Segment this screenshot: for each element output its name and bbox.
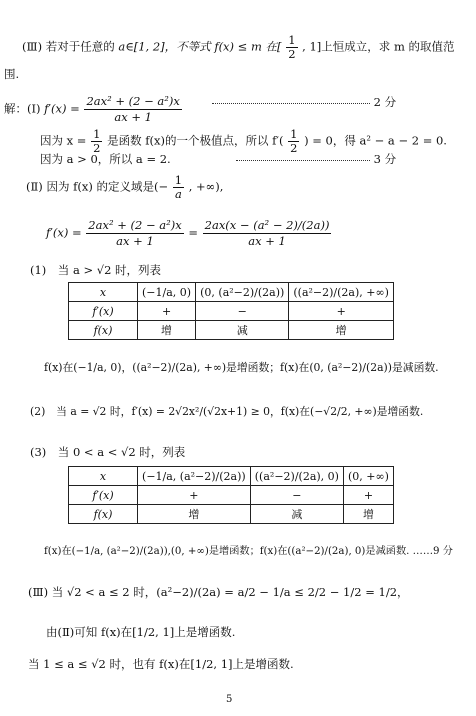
fraction-half: $\frac{1}{2}$: [290, 127, 298, 155]
dotted-leader: [236, 160, 370, 161]
table-cell: 减: [250, 505, 343, 524]
table-cell: 增: [289, 321, 394, 340]
conclude-a-line: 因为 a > 0，所以 a = 2.: [40, 152, 171, 166]
page-number: 5: [226, 694, 233, 705]
score-9: ……9 分: [412, 546, 453, 557]
solution-label: 解：(Ⅰ): [4, 101, 41, 116]
part3-line1: (Ⅲ) 当 √2 < a ≤ 2 时，(a²−2)/(2a) = a/2 − 1/a ≤ 2/2 − 1/2 = 1/2，: [28, 585, 409, 599]
fraction-one-over-a: $\frac{1}{a}$: [174, 173, 183, 201]
fp-fraction-1: $\frac{\text{2ax² + (2 − a²)x}}{ax + 1}$: [88, 218, 182, 248]
table-cell: +: [138, 302, 196, 321]
extreme-pre: 因为 x =: [40, 133, 87, 148]
table-cell: +: [138, 486, 251, 505]
case3-title: (3) 当 0 < a < √2 时，列表: [30, 445, 186, 459]
table-cell: (0, (a²−2)/(2a)): [196, 283, 289, 302]
table-cell: ((a²−2)/(2a), 0): [250, 467, 343, 486]
table-cell: +: [289, 302, 394, 321]
table-cell: x: [69, 467, 138, 486]
table-cell: 增: [343, 505, 393, 524]
score-2: 2 分: [373, 95, 397, 109]
table-row: [69, 321, 394, 340]
case3-summary-text: f(x)在(−1/a, (a²−2)/(2a)),(0, +∞)是增函数；f(x)在((a²−2)/(2a), 0)是减函数.: [44, 546, 410, 557]
table-cell: −: [250, 486, 343, 505]
score-3: 3 分: [373, 152, 397, 166]
fp-fraction-2: $\frac{\text{2ax(x − (a² − 2)/(2a))}}{ax + 1}$: [204, 218, 330, 248]
case1-title: (1) 当 a > √2 时，列表: [30, 263, 162, 277]
case3-summary: [44, 544, 453, 560]
part3-line2: 由(Ⅱ)可知 f(x)在[1/2, 1]上是增函数.: [46, 625, 236, 639]
fraction-half: $\frac{1}{2}$: [288, 33, 296, 61]
derivative-fraction: $\frac{\text{2ax² + (2 − a²)x}}{ax + 1}$: [86, 94, 180, 124]
table-cell: 增: [138, 505, 251, 524]
domain-line: [26, 174, 223, 201]
solution-part1-derivative: [4, 94, 183, 125]
table-row: [69, 302, 394, 321]
table-cell: x: [69, 283, 138, 302]
case1-summary: f(x)在(−1/a, 0)，((a²−2)/(2a), +∞)是增函数；f(x)在(0, (a²−2)/(2a))是减函数.: [44, 361, 439, 374]
table-row: [69, 505, 394, 524]
table-row: [69, 283, 394, 302]
table-cell: f′(x): [69, 486, 138, 505]
case1-table: [68, 282, 394, 340]
part3-line3: 当 1 ≤ a ≤ √2 时，也有 f(x)在[1/2, 1]上是增函数.: [28, 657, 294, 671]
derivative-factored: f′(x) = $\frac{\text{2ax² + (2 − a²)x}}{ax + 1}$ = $\frac{\text{2ax(x − (a² − 2)/(2a))}}{ax + 1}$: [46, 218, 330, 248]
problem-condition: a∈[1, 2]，不等式 f(x) ≤ m 在[: [118, 39, 282, 54]
table-cell: −: [196, 302, 289, 321]
table-cell: (−1/a, (a²−2)/(2a)): [138, 467, 251, 486]
table-cell: 减: [196, 321, 289, 340]
domain-pre: (Ⅱ) 因为 f(x) 的定义域是(−: [26, 179, 169, 194]
table-cell: +: [343, 486, 393, 505]
problem-text: (Ⅲ) 若对于任意的: [22, 39, 115, 54]
table-cell: f(x): [69, 321, 138, 340]
score-line-2: [236, 151, 396, 167]
table-row: [69, 467, 394, 486]
table-cell: (−1/a, 0): [138, 283, 196, 302]
problem-part3-line2: 围.: [4, 67, 20, 81]
extreme-post: ) = 0，得 a² − a − 2 = 0.: [304, 133, 447, 148]
fp-lhs: f′(x) =: [46, 225, 82, 240]
problem-text-end: , 1]上恒成立，求 m 的取值范: [302, 39, 455, 54]
fraction-half: $\frac{1}{2}$: [93, 127, 101, 155]
extreme-mid: 是函数 f(x)的一个极值点，所以 f′(: [107, 133, 284, 148]
case2-text: (2) 当 a = √2 时，f′(x) = 2√2x²/(√2x+1) ≥ 0，f(x)在(−√2/2, +∞)是增函数.: [30, 405, 424, 418]
table-row: [69, 486, 394, 505]
problem-part3-line1: [22, 34, 455, 61]
score-line-1: [212, 94, 396, 110]
case3-table: [68, 466, 394, 524]
dotted-leader: [212, 103, 370, 104]
table-cell: f(x): [69, 505, 138, 524]
derivative-lhs: f′(x) =: [44, 101, 80, 116]
table-cell: f′(x): [69, 302, 138, 321]
table-cell: ((a²−2)/(2a), +∞): [289, 283, 394, 302]
table-cell: 增: [138, 321, 196, 340]
table-cell: (0, +∞): [343, 467, 393, 486]
domain-post: , +∞),: [188, 179, 224, 194]
